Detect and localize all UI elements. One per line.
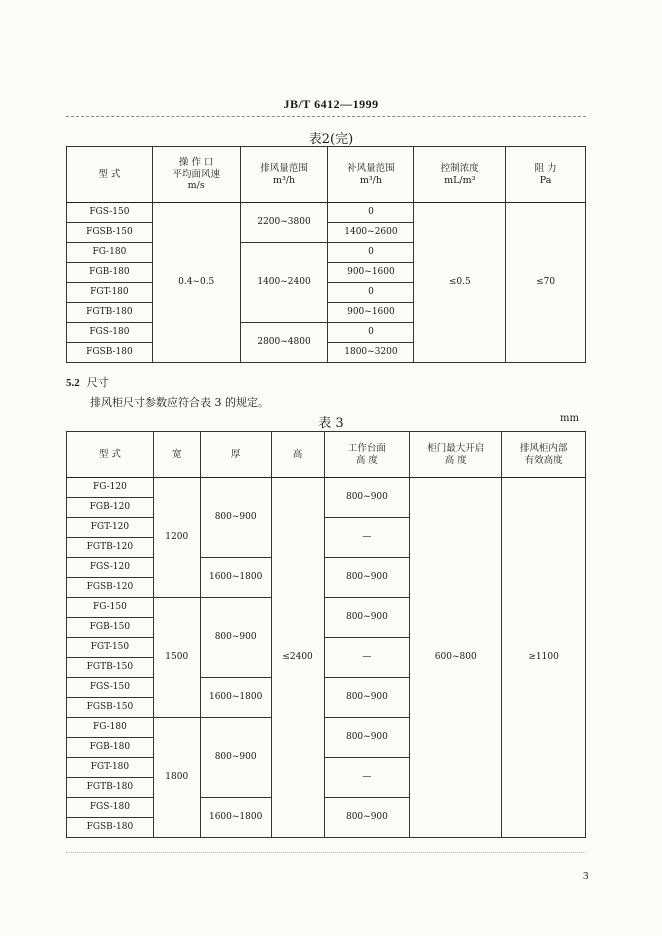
t3-depth-cell: 1600~1800	[200, 678, 271, 718]
section-heading	[66, 374, 109, 390]
t3-model-cell: FGTB-120	[67, 538, 154, 558]
t2-exhaust-cell: 1400~2400	[240, 243, 328, 323]
t3-work-height-cell: 800~900	[324, 558, 410, 598]
t3-height-cell: ≤2400	[271, 478, 324, 838]
t3-header-inner-height	[502, 432, 586, 478]
t3-model-cell: FG-120	[67, 478, 154, 498]
t3-width-cell: 1800	[153, 718, 200, 838]
t2-model-cell: FGT-180	[67, 283, 153, 303]
section-title: 尺寸	[86, 376, 109, 389]
t2-face-velocity-cell: 0.4~0.5	[152, 203, 240, 363]
t2-header-face-velocity	[152, 147, 240, 203]
t2-makeup-cell: 1800~3200	[328, 343, 414, 363]
t3-work-height-cell: 800~900	[324, 678, 410, 718]
t3-inner-height-cell: ≥1100	[502, 478, 586, 838]
t2-model-cell: FGTB-180	[67, 303, 153, 323]
t3-work-height-cell: —	[324, 638, 410, 678]
t3-header-work-height	[324, 432, 410, 478]
t3-hdr-inner-l2: 有效高度	[524, 454, 563, 466]
t3-model-cell: FGS-150	[67, 678, 154, 698]
t2-makeup-cell: 0	[328, 283, 414, 303]
t3-hdr-inner-l1: 排风柜内部	[519, 442, 568, 454]
t3-header-depth: 厚	[200, 432, 271, 478]
t3-model-cell: FGB-180	[67, 738, 154, 758]
t3-work-height-cell: 800~900	[324, 598, 410, 638]
t2-concentration-cell: ≤0.5	[414, 203, 506, 363]
t3-width-cell: 1500	[153, 598, 200, 718]
t3-door-height-cell: 600~800	[410, 478, 502, 838]
t3-model-cell: FGT-180	[67, 758, 154, 778]
t3-hdr-work-l1: 工作台面	[347, 442, 386, 454]
t2-model-cell: FGSB-150	[67, 223, 153, 243]
t2-makeup-cell: 900~1600	[328, 263, 414, 283]
t3-model-cell: FGT-150	[67, 638, 154, 658]
t3-hdr-work-l2: 高 度	[355, 454, 378, 466]
t2-hdr-fv-l2: 平均面风速	[172, 168, 220, 180]
t2-model-cell: FGSB-180	[67, 343, 153, 363]
t2-hdr-cc-l1: 控制浓度	[440, 162, 479, 174]
t2-makeup-cell: 0	[328, 243, 414, 263]
t3-hdr-door-l1: 柜门最大开启	[427, 442, 485, 454]
t2-hdr-rs-unit: Pa	[539, 174, 552, 186]
t2-hdr-rs-l1: 阻 力	[534, 162, 557, 174]
t2-hdr-mk-l1: 补风量范围	[347, 162, 395, 174]
t2-makeup-cell: 900~1600	[328, 303, 414, 323]
t3-depth-cell: 1600~1800	[200, 798, 271, 838]
t3-header-width: 宽	[153, 432, 200, 478]
t3-model-cell: FG-180	[67, 718, 154, 738]
t2-exhaust-cell: 2200~3800	[240, 203, 328, 243]
t3-width-cell: 1200	[153, 478, 200, 598]
t3-model-cell: FGSB-180	[67, 818, 154, 838]
t2-header-model: 型 式	[67, 147, 153, 203]
t3-depth-cell: 800~900	[200, 478, 271, 558]
t3-hdr-door-l2: 高 度	[444, 454, 467, 466]
table2	[66, 146, 586, 363]
footer-rule	[66, 852, 586, 853]
t3-model-cell: FGS-120	[67, 558, 154, 578]
standard-code-header: JB/T 6412—1999	[283, 97, 379, 111]
t2-model-cell: FGB-180	[67, 263, 153, 283]
t3-model-cell: FGB-120	[67, 498, 154, 518]
t3-model-cell: FGS-180	[67, 798, 154, 818]
t3-model-cell: FGTB-150	[67, 658, 154, 678]
t3-header-door-height	[410, 432, 502, 478]
page-number: 3	[583, 870, 589, 882]
t2-hdr-ex-l1: 排风量范围	[260, 162, 308, 174]
t2-header-makeup	[328, 147, 414, 203]
t2-makeup-cell: 1400~2600	[328, 223, 414, 243]
t2-hdr-fv-unit: m/s	[187, 180, 205, 192]
t3-depth-cell: 800~900	[200, 598, 271, 678]
section-text: 排风柜尺寸参数应符合表 3 的规定。	[90, 396, 269, 409]
t3-work-height-cell: 800~900	[324, 478, 410, 518]
t2-model-cell: FG-180	[67, 243, 153, 263]
t2-makeup-cell: 0	[328, 323, 414, 343]
t2-resistance-cell: ≤70	[506, 203, 586, 363]
table3-unit: mm	[560, 413, 579, 424]
table2-caption: 表2(完)	[308, 132, 354, 147]
t2-header-resistance	[506, 147, 586, 203]
t3-work-height-cell: —	[324, 518, 410, 558]
t3-depth-cell: 800~900	[200, 718, 271, 798]
t3-work-height-cell: 800~900	[324, 718, 410, 758]
t3-model-cell: FGSB-150	[67, 698, 154, 718]
t2-model-cell: FGS-180	[67, 323, 153, 343]
table3	[66, 431, 586, 838]
t3-header-height: 高	[271, 432, 324, 478]
t3-model-cell: FG-150	[67, 598, 154, 618]
t3-depth-cell: 1600~1800	[200, 558, 271, 598]
t2-exhaust-cell: 2800~4800	[240, 323, 328, 363]
t3-work-height-cell: 800~900	[324, 798, 410, 838]
t2-hdr-cc-unit: mL/m³	[444, 174, 476, 186]
table3-caption: 表 3	[318, 416, 344, 431]
t2-makeup-cell: 0	[328, 203, 414, 223]
t3-model-cell: FGSB-120	[67, 578, 154, 598]
t3-work-height-cell: —	[324, 758, 410, 798]
t3-model-cell: FGTB-180	[67, 778, 154, 798]
header-rule	[66, 116, 586, 117]
section-number: 5.2	[66, 377, 80, 389]
t2-model-cell: FGS-150	[67, 203, 153, 223]
t2-hdr-mk-unit: m³/h	[359, 174, 382, 186]
t2-header-exhaust	[240, 147, 328, 203]
t3-header-model: 型 式	[67, 432, 154, 478]
t3-model-cell: FGB-150	[67, 618, 154, 638]
t2-hdr-ex-unit: m³/h	[272, 174, 296, 186]
t2-hdr-fv-l1: 操 作 口	[178, 156, 214, 168]
t3-model-cell: FGT-120	[67, 518, 154, 538]
t2-header-concentration	[414, 147, 506, 203]
